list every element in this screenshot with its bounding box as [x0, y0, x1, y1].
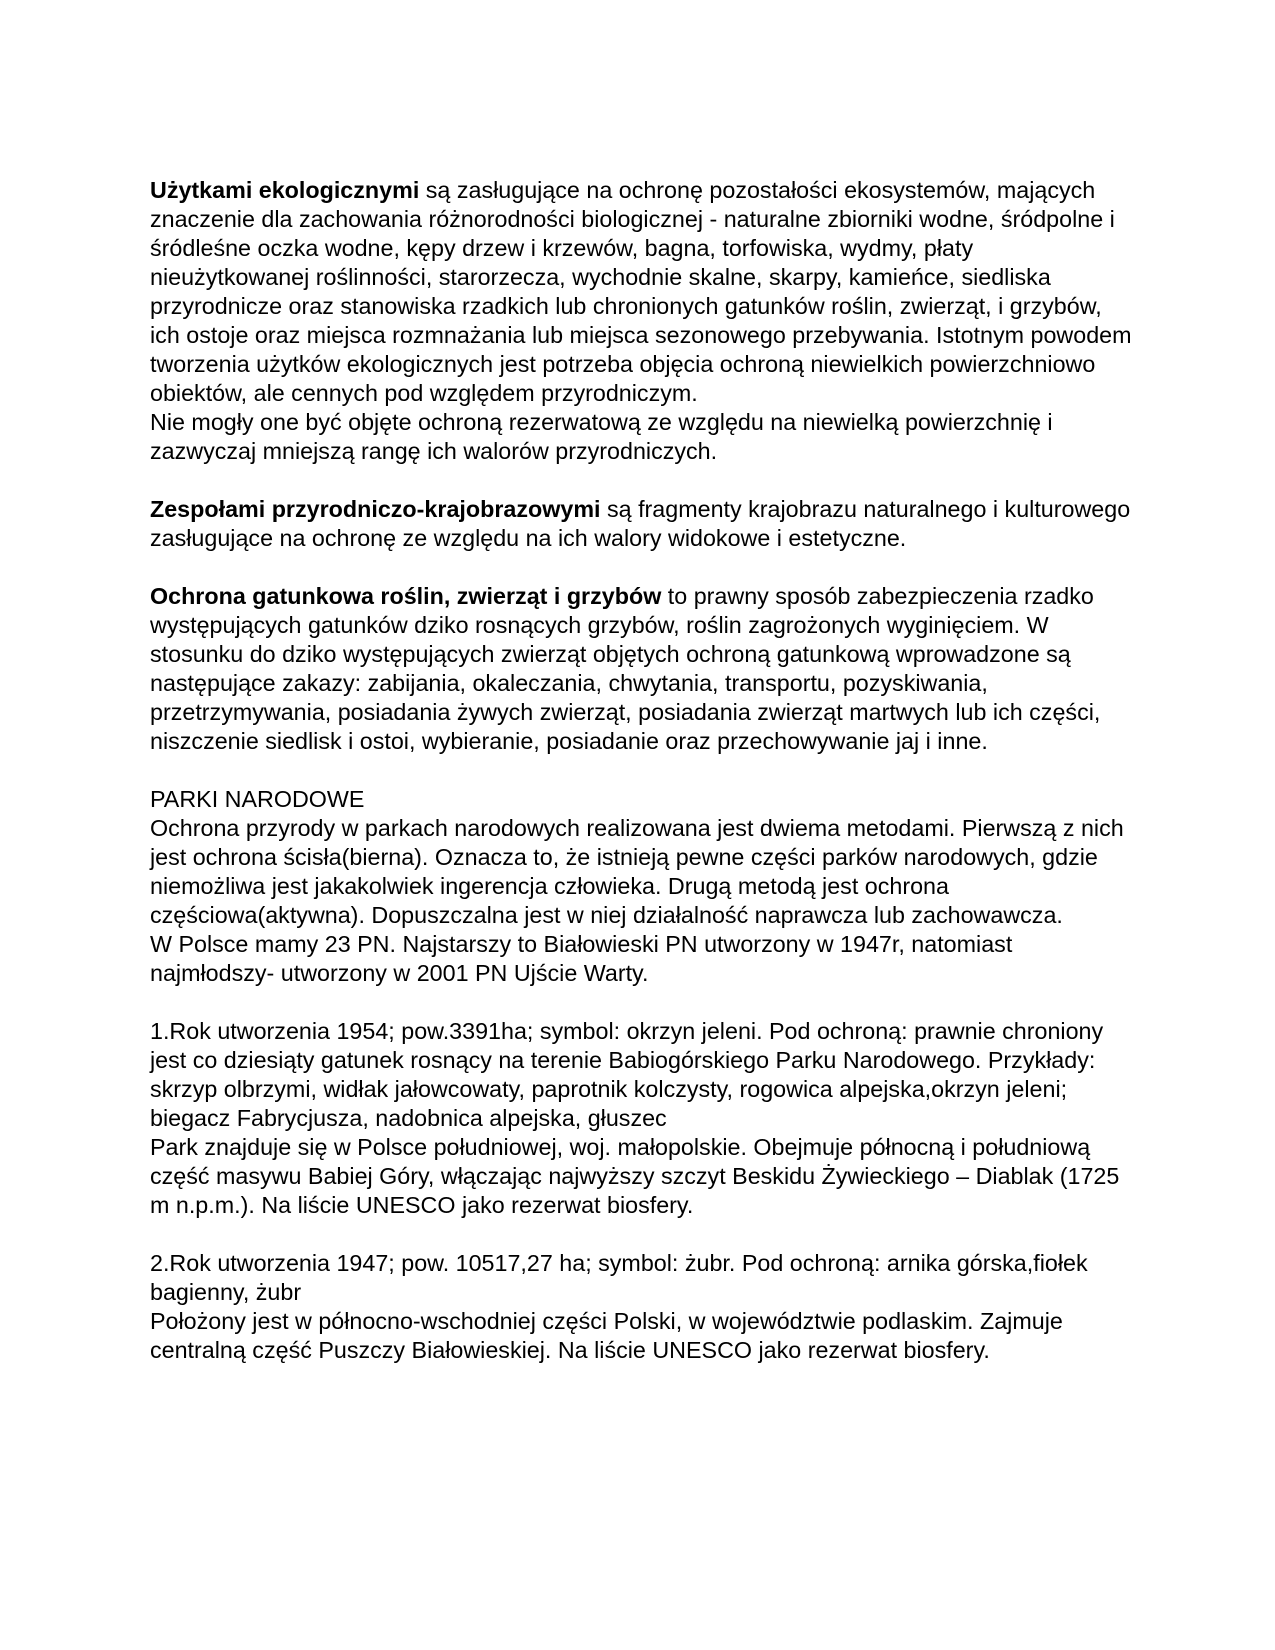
paragraph-spacer [150, 756, 1135, 785]
document-page [150, 176, 1135, 1365]
section-heading-parki: PARKI NARODOWE [150, 786, 365, 812]
term-zespoly: Zespołami przyrodniczo-krajobrazowymi [150, 496, 601, 522]
paragraph-spacer [150, 553, 1135, 582]
paragraph-spacer [150, 988, 1135, 1017]
paragraph-ochrona-text: to prawny sposób zabezpieczenia rzadko występujących gatunków dziko rosnących grzybów, roślin zagrożonych wyginięciem. W stosunku do dziko występujących zwierząt objętych ochroną gatunkową wprowadzone są następujące zakazy: zabijania, okaleczania, chwytania, transportu, pozyskiwania, przetrzymywania, posiadania żywych zwierząt, posiadania zwierząt martwych lub ich części, niszczenie siedlisk i ostoi, wybieranie, posiadanie oraz przechowywanie jaj i inne. [150, 583, 1101, 754]
paragraph-parki-continuation: W Polsce mamy 23 PN. Najstarszy to Białowieski PN utworzony w 1947r, natomiast najmłodszy- utworzony w 2001 PN Ujście Warty. [150, 931, 1013, 986]
paragraph-parki-text: Ochrona przyrody w parkach narodowych realizowana jest dwiema metodami. Pierwszą z nich jest ochrona ścisła(bierna). Oznacza to, że istnieją pewne części parków narodowych, gdzie niemożliwa jest jakakolwiek ingerencja człowieka. Drugą metodą jest ochrona częściowa(aktywna). Dopuszczalna jest w niej działalność naprawcza lub zachowawcza. [150, 815, 1124, 928]
paragraph-uzytki-ekologiczne [150, 176, 1135, 408]
term-uzytki-ekologiczne: Użytkami ekologicznymi [150, 177, 420, 203]
paragraph-uzytki-text: są zasługujące na ochronę pozostałości ekosystemów, mających znaczenie dla zachowania różnorodności biologicznej - naturalne zbiorniki wodne, śródpolne i śródleśne oczka wodne, kępy drzew i krzewów, bagna, torfowiska, wydmy, płaty nieużytkowanej roślinności, starorzecza, wychodnie skalne, skarpy, kamieńce, siedliska przyrodnicze oraz stanowiska rzadkich lub chronionych gatunków roślin, zwierząt, i grzybów, ich ostoje oraz miejsca rozmnażania lub miejsca sezonowego przebywania. Istotnym powodem tworzenia użytków ekologicznych jest potrzeba objęcia ochroną niewielkich powierzchniowo obiektów, ale cennych pod względem przyrodniczym. [150, 177, 1132, 406]
paragraph-uzytki-continuation: Nie mogły one być objęte ochroną rezerwatową ze względu na niewielką powierzchnię i zazwyczaj mniejszą rangę ich walorów przyrodniczych. [150, 409, 1053, 464]
paragraph-spacer [150, 1220, 1135, 1249]
paragraph-zespoly-text: są fragmenty krajobrazu naturalnego i kulturowego zasługujące na ochronę ze względu na ich walory widokowe i estetyczne. [150, 496, 1131, 551]
paragraph-park-2-continuation: Położony jest w północno-wschodniej części Polski, w województwie podlaskim. Zajmuje centralną część Puszczy Białowieskiej. Na liście UNESCO jako rezerwat biosfery. [150, 1308, 1063, 1363]
paragraph-park-1-continuation: Park znajduje się w Polsce południowej, woj. małopolskie. Obejmuje północną i południową część masywu Babiej Góry, włączając najwyższy szczyt Beskidu Żywieckiego – Diablak (1725 m n.p.m.). Na liście UNESCO jako rezerwat biosfery. [150, 1134, 1120, 1218]
paragraph-park-1: 1.Rok utworzenia 1954; pow.3391ha; symbol: okrzyn jeleni. Pod ochroną: prawnie chroniony jest co dziesiąty gatunek rosnący na terenie Babiogórskiego Parku Narodowego. Przykłady: skrzyp olbrzymi, widłak jałowcowaty, paprotnik kolczysty, rogowica alpejska,okrzyn jeleni; biegacz Fabrycjusza, nadobnica alpejska, głuszec [150, 1018, 1104, 1131]
paragraph-zespoly [150, 495, 1135, 553]
paragraph-spacer [150, 466, 1135, 495]
paragraph-park-2: 2.Rok utworzenia 1947; pow. 10517,27 ha; symbol: żubr. Pod ochroną: arnika górska,fiołek bagienny, żubr [150, 1250, 1088, 1305]
paragraph-ochrona-gatunkowa [150, 582, 1135, 756]
term-ochrona-gatunkowa: Ochrona gatunkowa roślin, zwierząt i grzybów [150, 583, 662, 609]
